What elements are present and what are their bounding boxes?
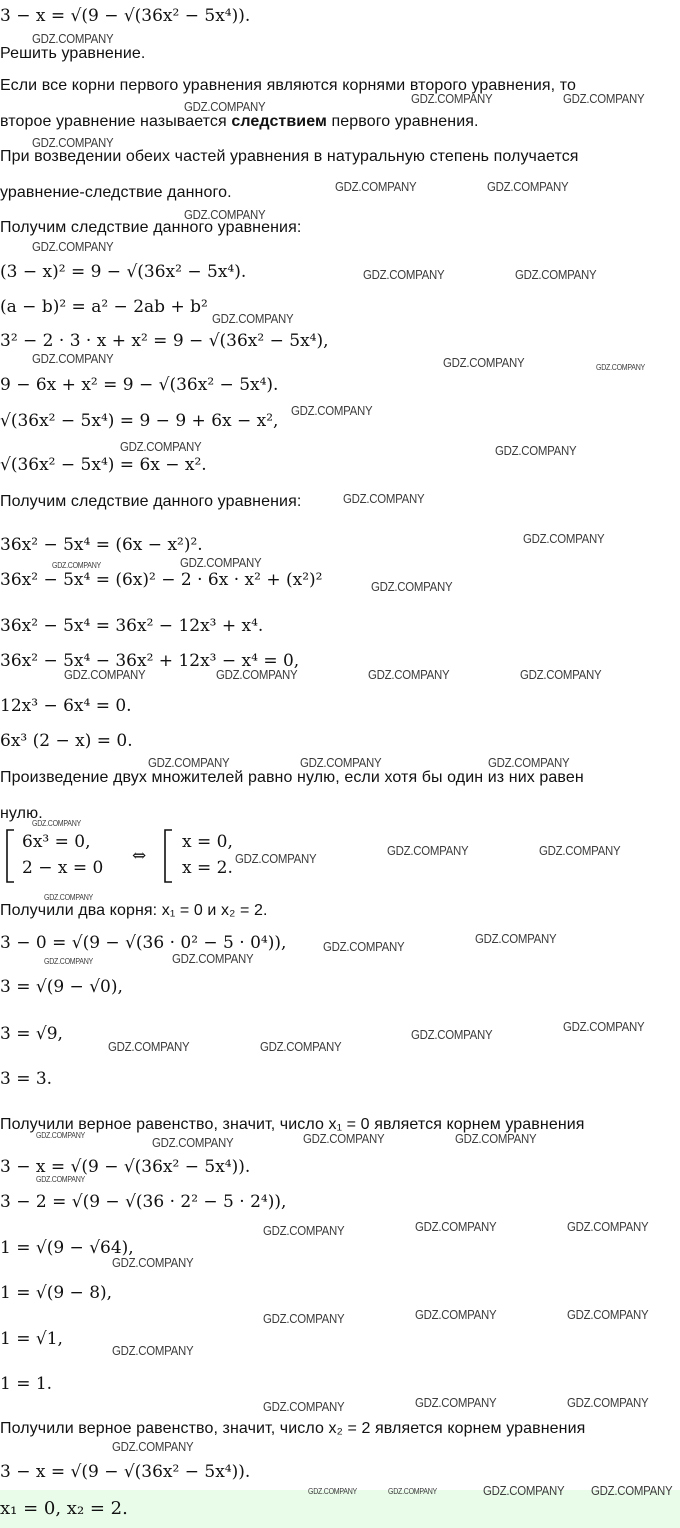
watermark: GDZ.COMPANY [112, 1255, 194, 1270]
watermark: GDZ.COMPANY [343, 491, 425, 506]
roots-found: Получили два корня: x₁ = 0 и x₂ = 2. [0, 902, 268, 919]
watermark: GDZ.COMPANY [36, 1175, 85, 1184]
watermark: GDZ.COMPANY [567, 1395, 649, 1410]
watermark: GDZ.COMPANY [32, 31, 114, 46]
watermark: GDZ.COMPANY [32, 135, 114, 150]
watermark: GDZ.COMPANY [415, 1307, 497, 1322]
watermark: GDZ.COMPANY [487, 179, 569, 194]
watermark: GDZ.COMPANY [520, 667, 602, 682]
watermark: GDZ.COMPANY [112, 1439, 194, 1454]
watermark: GDZ.COMPANY [172, 951, 254, 966]
task-heading: Решить уравнение. [0, 45, 146, 62]
watermark: GDZ.COMPANY [291, 403, 373, 418]
watermark: GDZ.COMPANY [567, 1219, 649, 1234]
watermark: GDZ.COMPANY [411, 1027, 493, 1042]
equation-original: 3 − x = √(9 − √(36x² − 5x⁴)). [0, 6, 251, 26]
watermark: GDZ.COMPANY [308, 1487, 357, 1496]
watermark: GDZ.COMPANY [263, 1311, 345, 1326]
watermark: GDZ.COMPANY [387, 843, 469, 858]
check-x2-line-4: 1 = √1, [0, 1329, 63, 1349]
watermark: GDZ.COMPANY [52, 561, 101, 570]
check-x1-line-4: 3 = 3. [0, 1069, 53, 1089]
watermark: GDZ.COMPANY [235, 851, 317, 866]
system-right-eq-1: x = 0, [182, 832, 233, 852]
watermark: GDZ.COMPANY [567, 1307, 649, 1322]
definition-line-1: Если все корни первого уравнения являются корнями второго уравнения, то [0, 77, 577, 94]
watermark: GDZ.COMPANY [212, 311, 294, 326]
watermark: GDZ.COMPANY [184, 99, 266, 114]
watermark: GDZ.COMPANY [455, 1131, 537, 1146]
watermark: GDZ.COMPANY [539, 843, 621, 858]
watermark: GDZ.COMPANY [563, 91, 645, 106]
equation-repeat-1: 3 − x = √(9 − √(36x² − 5x⁴)). [0, 1157, 251, 1177]
equation-simplified: 9 − 6x + x² = 9 − √(36x² − 5x⁴). [0, 375, 279, 395]
rule-line-1: При возведении обеих частей уравнения в натуральную степень получается [0, 148, 579, 165]
watermark: GDZ.COMPANY [483, 1483, 565, 1498]
equation-isolated-final: √(36x² − 5x⁴) = 6x − x². [0, 455, 207, 475]
watermark: GDZ.COMPANY [300, 755, 382, 770]
step-heading-1: Получим следствие данного уравнения: [0, 219, 302, 236]
system-left-eq-1: 6x³ = 0, [22, 832, 91, 852]
definition-term: следствием [231, 113, 327, 130]
watermark: GDZ.COMPANY [44, 893, 93, 902]
watermark: GDZ.COMPANY [303, 1131, 385, 1146]
watermark: GDZ.COMPANY [371, 579, 453, 594]
system-right-eq-2: x = 2. [182, 858, 233, 878]
conclusion-x2: Получили верное равенство, значит, число x₂ = 2 является корнем уравнения [0, 1420, 586, 1437]
watermark: GDZ.COMPANY [523, 531, 605, 546]
check-x1-line-1: 3 − 0 = √(9 − √(36 · 0² − 5 · 0⁴)), [0, 933, 287, 953]
equation-expanded-2: 36x² − 5x⁴ = (6x)² − 2 · 6x · x² + (x²)² [0, 570, 323, 590]
watermark: GDZ.COMPANY [368, 667, 450, 682]
watermark: GDZ.COMPANY [415, 1219, 497, 1234]
watermark: GDZ.COMPANY [596, 363, 645, 372]
check-x2-line-5: 1 = 1. [0, 1374, 53, 1394]
equation-expanded-3: 36x² − 5x⁴ = 36x² − 12x³ + x⁴. [0, 616, 264, 636]
final-answer: x₁ = 0, x₂ = 2. [0, 1498, 128, 1519]
check-x1-line-3: 3 = √9, [0, 1024, 63, 1044]
watermark: GDZ.COMPANY [495, 443, 577, 458]
watermark: GDZ.COMPANY [488, 755, 570, 770]
definition-text-a: второе уравнение называется [0, 113, 232, 130]
equation-repeat-2: 3 − x = √(9 − √(36x² − 5x⁴)). [0, 1462, 251, 1482]
watermark: GDZ.COMPANY [148, 755, 230, 770]
watermark: GDZ.COMPANY [44, 957, 93, 966]
equation-collected: 12x³ − 6x⁴ = 0. [0, 696, 132, 716]
watermark: GDZ.COMPANY [388, 1487, 437, 1496]
conclusion-x1: Получили верное равенство, значит, число x₁ = 0 является корнем уравнения [0, 1116, 585, 1133]
check-x1-line-2: 3 = √(9 − √0), [0, 977, 123, 997]
check-x2-line-2: 1 = √(9 − √64), [0, 1238, 134, 1258]
watermark: GDZ.COMPANY [263, 1399, 345, 1414]
watermark: GDZ.COMPANY [120, 439, 202, 454]
watermark: GDZ.COMPANY [563, 1019, 645, 1034]
system-left-eq-2: 2 − x = 0 [22, 858, 104, 878]
equation-squared: (3 − x)² = 9 − √(36x² − 5x⁴). [0, 262, 247, 282]
watermark: GDZ.COMPANY [32, 351, 114, 366]
equation-expanded: 3² − 2 · 3 · x + x² = 9 − √(36x² − 5x⁴), [0, 331, 329, 351]
watermark: GDZ.COMPANY [415, 1395, 497, 1410]
watermark: GDZ.COMPANY [64, 667, 146, 682]
equation-factored: 6x³ (2 − x) = 0. [0, 731, 133, 751]
watermark: GDZ.COMPANY [260, 1039, 342, 1054]
step-heading-2: Получим следствие данного уравнения: [0, 493, 302, 510]
check-x2-line-1: 3 − 2 = √(9 − √(36 · 2² − 5 · 2⁴)), [0, 1192, 287, 1212]
watermark: GDZ.COMPANY [515, 267, 597, 282]
rule-line-2: уравнение-следствие данного. [0, 184, 232, 201]
check-x2-line-3: 1 = √(9 − 8), [0, 1283, 113, 1303]
product-rule-line-1: Произведение двух множителей равно нулю, если хотя бы один из них равен [0, 769, 584, 786]
watermark: GDZ.COMPANY [152, 1135, 234, 1150]
watermark: GDZ.COMPANY [411, 91, 493, 106]
equivalence-arrow: ⇔ [132, 846, 147, 866]
right-bracket-icon [160, 828, 180, 884]
definition-text-c: первого уравнения. [326, 113, 479, 130]
watermark: GDZ.COMPANY [180, 555, 262, 570]
equation-moved: 36x² − 5x⁴ − 36x² + 12x³ − x⁴ = 0, [0, 651, 300, 671]
watermark: GDZ.COMPANY [335, 179, 417, 194]
watermark: GDZ.COMPANY [112, 1343, 194, 1358]
watermark: GDZ.COMPANY [443, 355, 525, 370]
watermark: GDZ.COMPANY [32, 819, 81, 828]
formula-square: (a − b)² = a² − 2ab + b² [0, 297, 208, 317]
equation-isolated: √(36x² − 5x⁴) = 9 − 9 + 6x − x², [0, 411, 279, 431]
watermark: GDZ.COMPANY [184, 207, 266, 222]
equation-squared-2: 36x² − 5x⁴ = (6x − x²)². [0, 535, 203, 555]
left-bracket-icon [2, 828, 22, 884]
product-rule-line-2: нулю. [0, 805, 43, 822]
watermark: GDZ.COMPANY [32, 239, 114, 254]
watermark: GDZ.COMPANY [108, 1039, 190, 1054]
watermark: GDZ.COMPANY [263, 1223, 345, 1238]
watermark: GDZ.COMPANY [475, 931, 557, 946]
watermark: GDZ.COMPANY [591, 1483, 673, 1498]
watermark: GDZ.COMPANY [323, 939, 405, 954]
watermark: GDZ.COMPANY [216, 667, 298, 682]
watermark: GDZ.COMPANY [363, 267, 445, 282]
definition-line-2 [0, 112, 479, 132]
watermark: GDZ.COMPANY [36, 1131, 85, 1140]
